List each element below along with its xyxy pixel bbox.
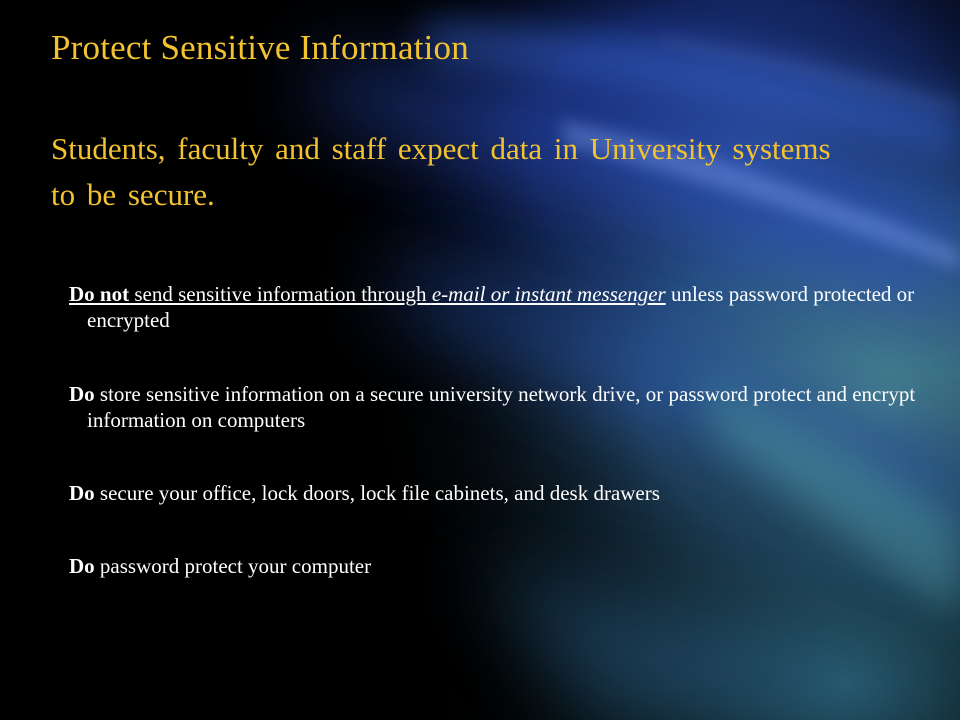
bullet-keyword: Do bbox=[69, 481, 95, 505]
bullet-emphasis: e-mail or instant messenger bbox=[431, 282, 666, 306]
bullet-email-rule bbox=[69, 281, 937, 333]
bullet-storage-rule bbox=[69, 381, 937, 433]
bullet-keyword: Do bbox=[69, 382, 95, 406]
bullet-text: password protect your computer bbox=[94, 554, 372, 578]
bullet-text: send sensitive information through bbox=[129, 282, 432, 306]
bullet-text: store sensitive information on a secure university network drive, or password protect and encrypt information on computers bbox=[87, 382, 916, 432]
bullet-keyword: Do bbox=[69, 554, 95, 578]
bullet-keyword: Do not bbox=[69, 282, 130, 306]
slide-title: Protect Sensitive Information bbox=[51, 28, 469, 67]
bullet-password-rule bbox=[69, 553, 937, 579]
bullet-text-rest: unless password protected or encrypted bbox=[87, 282, 915, 332]
bullet-office-rule bbox=[69, 480, 937, 506]
slide-subtitle: Students, faculty and staff expect data in University systems to be secure. bbox=[51, 131, 831, 212]
bullet-text: secure your office, lock doors, lock file cabinets, and desk drawers bbox=[94, 481, 660, 505]
